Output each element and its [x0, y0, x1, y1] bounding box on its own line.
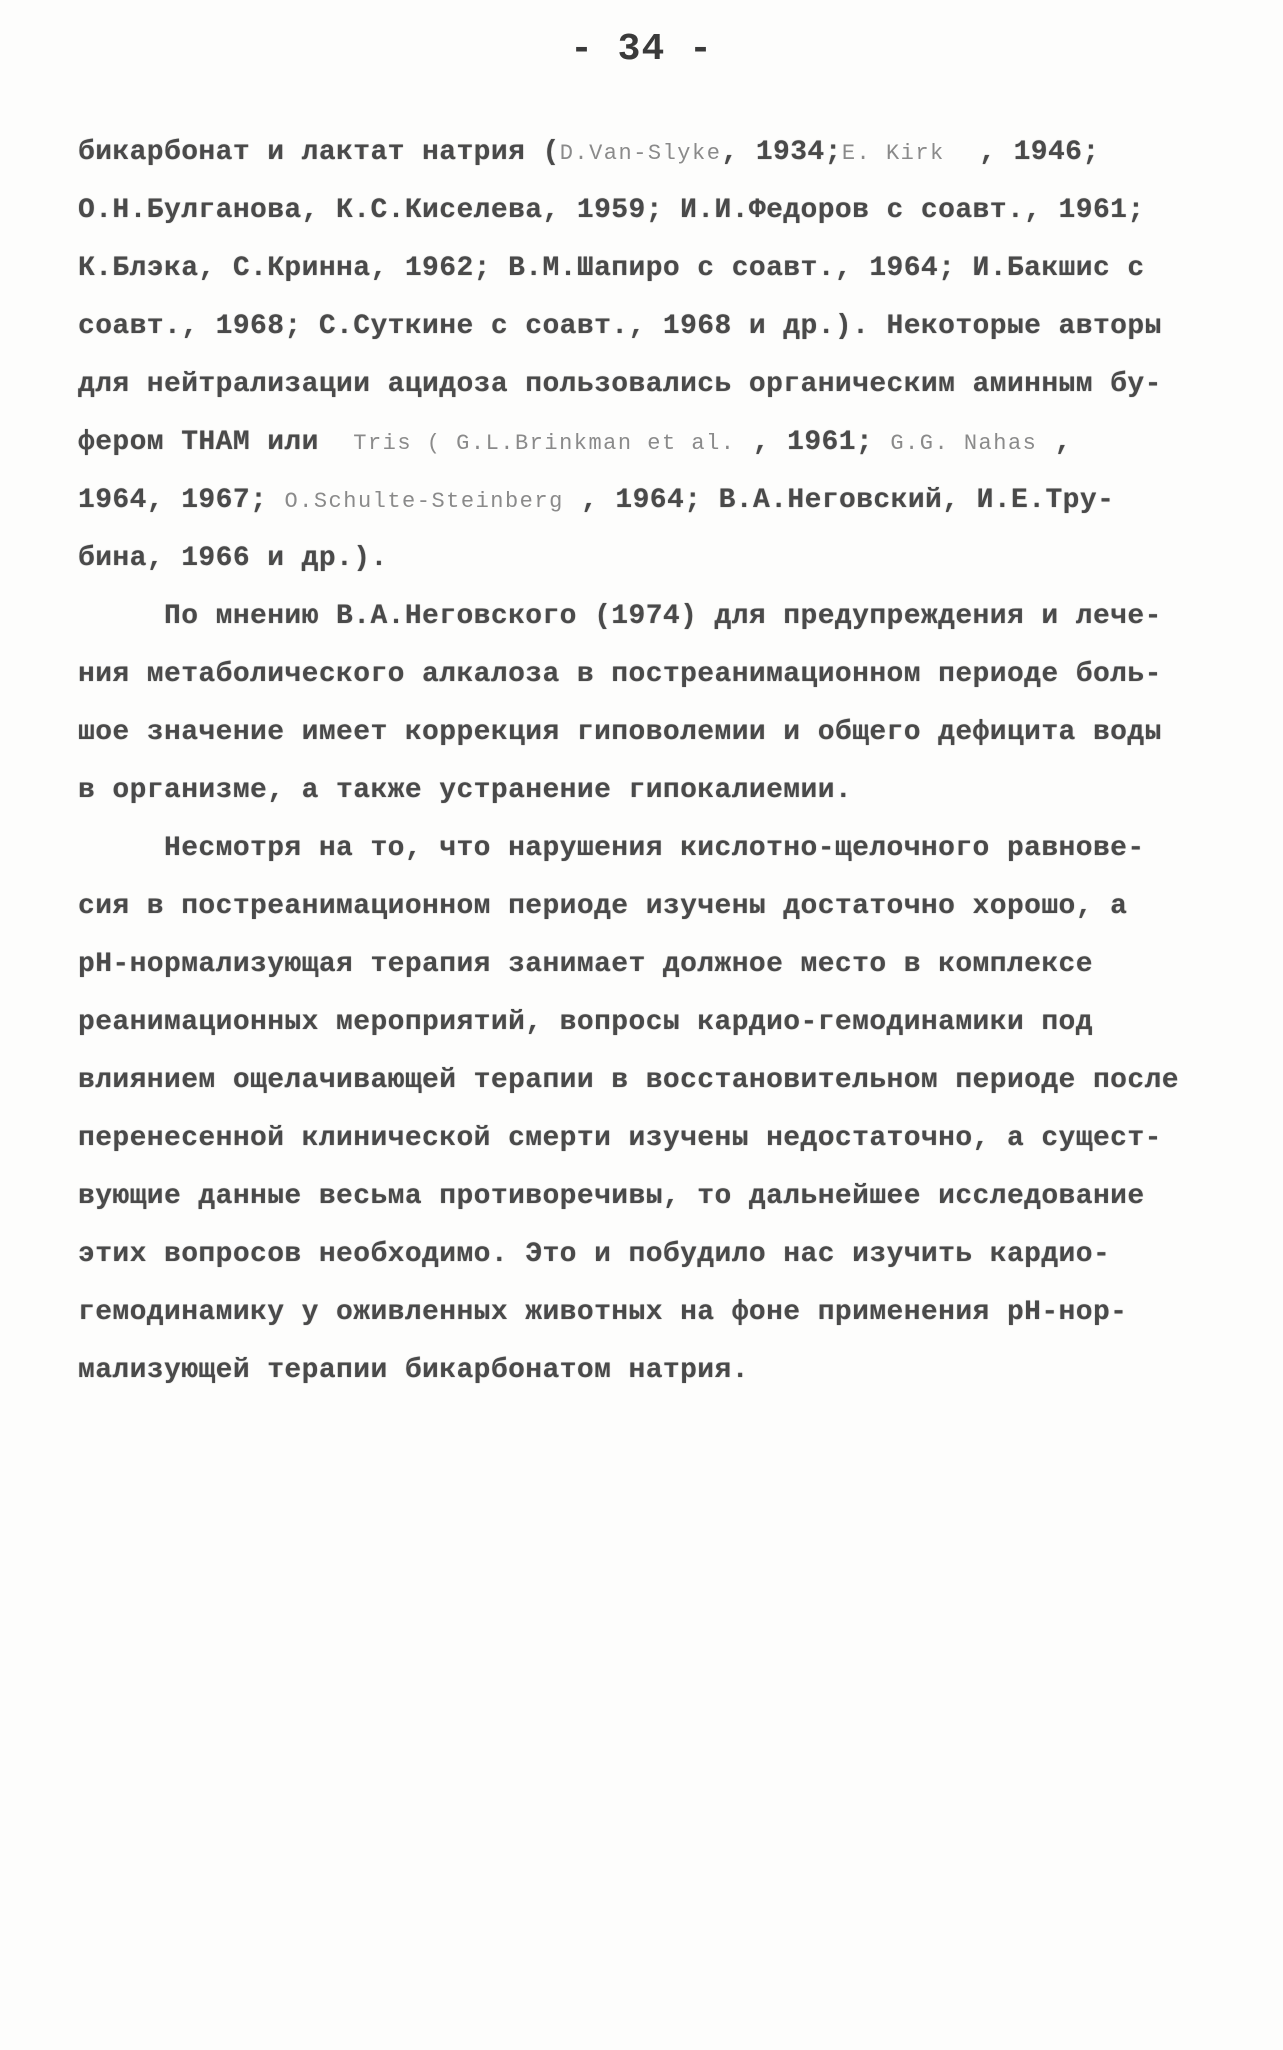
paragraph — [78, 820, 1208, 1400]
text-segment: По мнению В.А.Неговского (1974) для предупреждения и лече- — [78, 601, 1162, 632]
text-segment: мализующей терапии бикарбонатом натрия. — [78, 1355, 749, 1386]
text-line — [78, 704, 1208, 762]
text-line — [78, 1168, 1208, 1226]
text-segment: влиянием ощелачивающей терапии в восстановительном периоде после — [78, 1065, 1179, 1096]
text-line — [78, 298, 1208, 356]
text-segment: перенесенной клинической смерти изучены недостаточно, а сущест- — [78, 1123, 1162, 1154]
text-line — [78, 1342, 1208, 1400]
text-line — [78, 472, 1208, 530]
text-segment: К.Блэка, С.Кринна, 1962; В.М.Шапиро с соавт., 1964; И.Бакшис с — [78, 253, 1145, 284]
text-segment: бикарбонат и лактат натрия ( — [78, 137, 560, 168]
body-text — [78, 124, 1208, 1400]
latin-citation: O.Schulte-Steinberg — [284, 489, 564, 514]
page-number: - 34 - — [570, 28, 713, 71]
text-line — [78, 762, 1208, 820]
text-segment: в организме, а также устранение гипокалиемии. — [78, 775, 853, 806]
text-segment: фером ТНАМ или — [78, 427, 354, 458]
text-line — [78, 1052, 1208, 1110]
text-segment: рН-нормализующая терапия занимает должное место в комплексе — [78, 949, 1093, 980]
latin-citation: E. Kirk — [841, 141, 945, 166]
text-line — [78, 1226, 1208, 1284]
text-line — [78, 356, 1208, 414]
text-segment: , 1964; В.А.Неговский, И.Е.Тру- — [563, 485, 1115, 516]
text-segment: реанимационных мероприятий, вопросы кардио-гемодинамики под — [78, 1007, 1093, 1038]
text-segment: этих вопросов необходимо. Это и побудило нас изучить кардио- — [78, 1239, 1111, 1270]
text-line — [78, 124, 1208, 182]
text-line — [78, 878, 1208, 936]
text-line — [78, 414, 1208, 472]
text-segment: гемодинамику у оживленных животных на фоне применения рН-нор- — [78, 1297, 1128, 1328]
text-line — [78, 240, 1208, 298]
latin-citation: Tris ( G.L.Brinkman et al. — [353, 431, 736, 456]
text-segment: , 1934; — [721, 137, 842, 168]
text-line — [78, 820, 1208, 878]
text-segment: сия в постреанимационном периоде изучены достаточно хорошо, а — [78, 891, 1128, 922]
text-line — [78, 530, 1208, 588]
text-segment: для нейтрализации ацидоза пользовались органическим аминным бу- — [78, 369, 1162, 400]
text-segment: , 1961; — [735, 427, 891, 458]
text-segment: шое значение имеет коррекция гиповолемии и общего дефицита воды — [78, 717, 1162, 748]
text-segment: Несмотря на то, что нарушения кислотно-щелочного равнове- — [78, 833, 1145, 864]
latin-citation: G.G. Nahas — [890, 431, 1038, 456]
text-segment: бина, 1966 и др.). — [78, 543, 388, 574]
latin-citation: D.Van-Slyke — [559, 141, 722, 166]
text-line — [78, 646, 1208, 704]
text-segment: вующие данные весьма противоречивы, то дальнейшее исследование — [78, 1181, 1145, 1212]
text-line — [78, 936, 1208, 994]
text-segment: соавт., 1968; С.Суткине с соавт., 1968 и др.). Некоторые авторы — [78, 311, 1162, 342]
text-segment: ния метаболического алкалоза в постреанимационном периоде боль- — [78, 659, 1162, 690]
paragraph — [78, 588, 1208, 820]
text-segment: О.Н.Булганова, К.С.Киселева, 1959; И.И.Федоров с соавт., 1961; — [78, 195, 1145, 226]
text-line — [78, 994, 1208, 1052]
text-segment: , — [1037, 427, 1072, 458]
paragraph — [78, 124, 1208, 588]
text-line — [78, 182, 1208, 240]
text-line — [78, 1110, 1208, 1168]
text-line — [78, 1284, 1208, 1342]
text-segment: , 1946; — [944, 137, 1100, 168]
text-line — [78, 588, 1208, 646]
text-segment: 1964, 1967; — [78, 485, 285, 516]
